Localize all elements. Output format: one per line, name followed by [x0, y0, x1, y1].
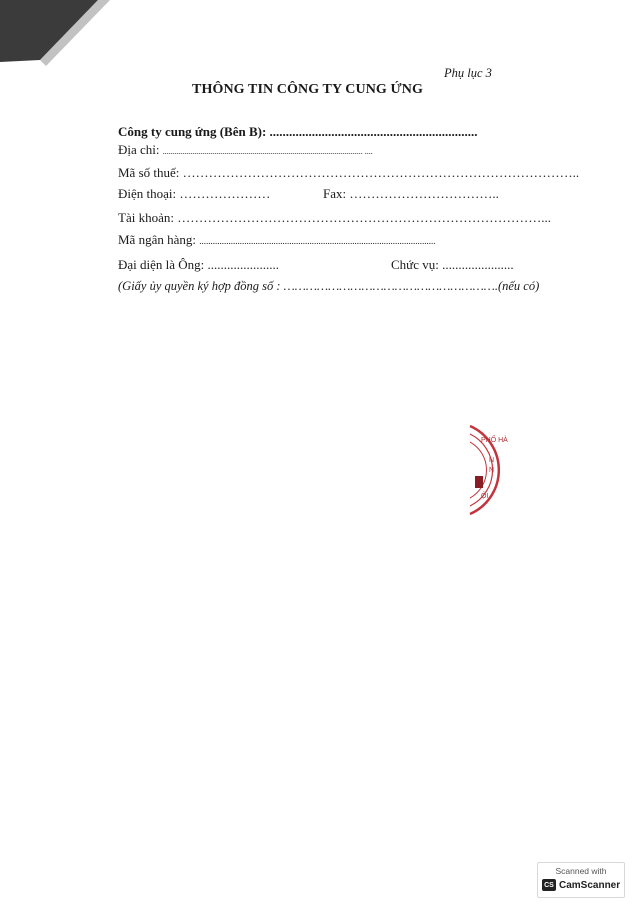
account-row — [118, 210, 551, 226]
page-title: THÔNG TIN CÔNG TY CUNG ỨNG — [192, 82, 423, 97]
camscanner-watermark — [537, 862, 625, 898]
red-seal-stamp — [455, 420, 535, 520]
bank-code-dots: ......................................................................................................... — [199, 236, 436, 246]
tax-code-dots: ……………………………………………………………………………….. — [182, 165, 580, 180]
supplier-dots: ................................................................ — [269, 124, 478, 139]
fax-row — [323, 186, 499, 202]
bank-code-row — [118, 232, 435, 248]
address-label: Địa chỉ: — [118, 142, 160, 157]
phone-label: Điện thoại: — [118, 186, 177, 201]
authorization-row: (Giấy ủy quyền ký hợp đồng số : ………………………………………………….(nếu có) — [118, 279, 540, 293]
fax-dots: …………………………….. — [349, 186, 499, 201]
phone-dots: ………………… — [179, 186, 271, 201]
position-dots: ...................... — [442, 257, 514, 272]
watermark-brand-name: CamScanner — [559, 879, 621, 891]
camscanner-logo-icon: CS — [542, 879, 556, 891]
bank-code-label: Mã ngân hàng: — [118, 232, 196, 247]
account-label: Tài khoản: — [118, 210, 174, 225]
stamp-text-4: ỘI — [481, 493, 489, 500]
watermark-top-text: Scanned with — [555, 866, 607, 876]
stamp-text-1: PHỐ HÀ — [481, 437, 508, 444]
stamp-text-3: N — [489, 467, 495, 474]
address-dots: .................................................................................................... .... — [162, 147, 373, 156]
address-row — [118, 142, 373, 158]
fax-label: Fax: — [323, 186, 347, 201]
tax-code-row — [118, 165, 579, 181]
representative-dots: ...................... — [207, 257, 280, 272]
account-dots: …………………………………………………………………………... — [177, 210, 551, 225]
tax-code-label: Mã số thuế: — [118, 165, 180, 180]
position-label: Chức vụ: — [391, 257, 439, 272]
representative-label: Đại diện là Ông: — [118, 257, 205, 272]
supplier-row — [118, 124, 478, 140]
stamp-text-2: N — [489, 457, 495, 464]
supplier-label: Công ty cung ứng (Bên B): — [118, 124, 267, 139]
page-fold-corner — [0, 0, 110, 70]
phone-row — [118, 186, 270, 202]
position-row — [391, 257, 514, 273]
representative-row — [118, 257, 279, 273]
annex-label: Phụ lục 3 — [444, 66, 492, 80]
